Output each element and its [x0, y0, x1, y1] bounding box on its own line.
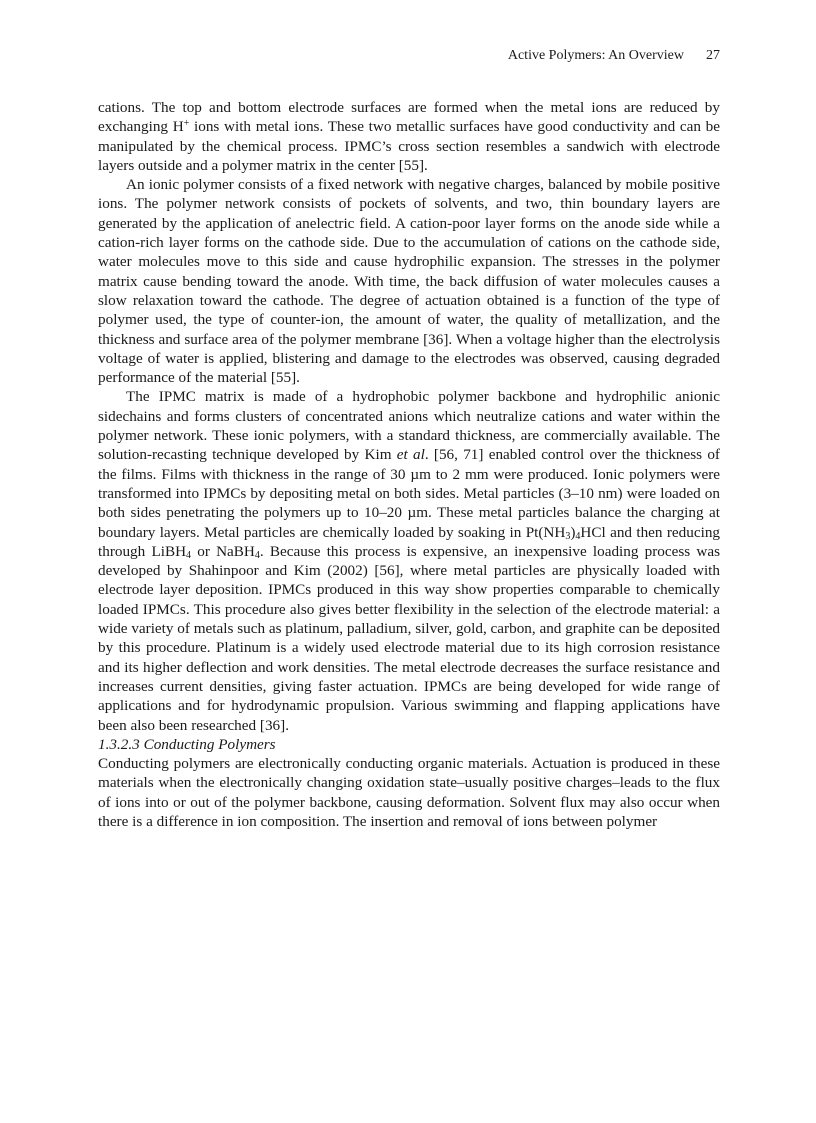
paragraph-ipmc-matrix: The IPMC matrix is made of a hydrophobic polymer backbone and hydrophilic anionic sidechains and forms clusters of concentrated anions which neutralize cations and water within the polymer network. These ionic polymers, with a standard thickness, are commercially available. The solution-recasting technique developed by Kim et al. [56, 71] enabled control over the thickness of the films. Films with thickness in the range of 30 µm to 2 mm were produced. Ionic polymers were transformed into IPMCs by depositing metal on both sides. Metal particles (3–10 nm) were loaded on both sides penetrating the polymers up to 10–20 µm. These metal particles balance the charging at boundary layers. Metal particles are chemically loaded by soaking in $Pt(NH_3)_4HCl$ and then reducing through LiBH$_4$ or NaBH$_4$. Because this process is expensive, an inexpensive loading process was developed by Shahinpoor and Kim (2002) [56], where metal particles are physically loaded with electrode layer deposition. IPMCs produced in this way show properties comparable to chemically loaded IPMCs. This procedure also gives better flexibility in the selection of the electrode material: a wide variety of metals such as platinum, palladium, silver, gold, carbon, and graphite can be deposited by this procedure. Platinum is a widely used electrode material due to its high corrosion resistance and its higher deflection and work densities. The metal electrode decreases the surface resistance and increases current densities, giving faster actuation. IPMCs are being developed for wide range of applications and for hydrodynamic propulsion. Various swimming and flapping applications have been also been researched [36]. — [98, 388, 721, 734]
running-header — [98, 46, 720, 66]
et-al-italic: et al — [396, 446, 425, 464]
body-text — [98, 98, 720, 831]
page-number: 27 — [706, 48, 720, 63]
paragraph-continued: cations. The top and bottom electrode surfaces are formed when the metal ions are reduced by exchanging H+ ions with metal ions. These two metallic surfaces have good conductivity and can be manipulated by the chemical process. IPMC’s cross section resembles a sandwich with electrode layers outside and a polymer matrix in the center [55]. — [98, 99, 720, 174]
running-title: Active Polymers: An Overview — [507, 48, 684, 63]
superscript-plus: + — [183, 118, 190, 130]
paragraph-conducting-polymers: Conducting polymers are electronically conducting organic materials. Actuation is produced in these materials when the electronically changing oxidation state–usually positive charges–leads to the flux of ions into or out of the polymer backbone, causing deformation. Solvent flux may also occur when there is a difference in ion composition. The insertion and removal of ions between polymer — [98, 755, 720, 830]
section-heading: 1.3.2.3 Conducting Polymers — [98, 735, 276, 753]
paragraph-ionic-polymer: An ionic polymer consists of a fixed network with negative charges, balanced by mobile positive ions. The polymer network consists of pockets of solvents, and two, thin boundary layers are generated by the application of anelectric field. A cation-poor layer forms on the anode side while a cation-rich layer forms on the cathode side. Due to the accumulation of cations on the cathode side, water molecules move to this side and cause hydrophilic expansion. The stresses in the polymer matrix cause bending toward the anode. With time, the back diffusion of water molecules causes a slow relaxation toward the cathode. The degree of actuation obtained is a function of the type of polymer used, the type of counter-ion, the amount of water, the quality of metallization, and the thickness and surface area of the polymer membrane [36]. When a voltage higher than the electrolysis voltage of water is applied, blistering and damage to the electrodes was observed, causing degraded performance of the material [55]. — [98, 176, 720, 387]
